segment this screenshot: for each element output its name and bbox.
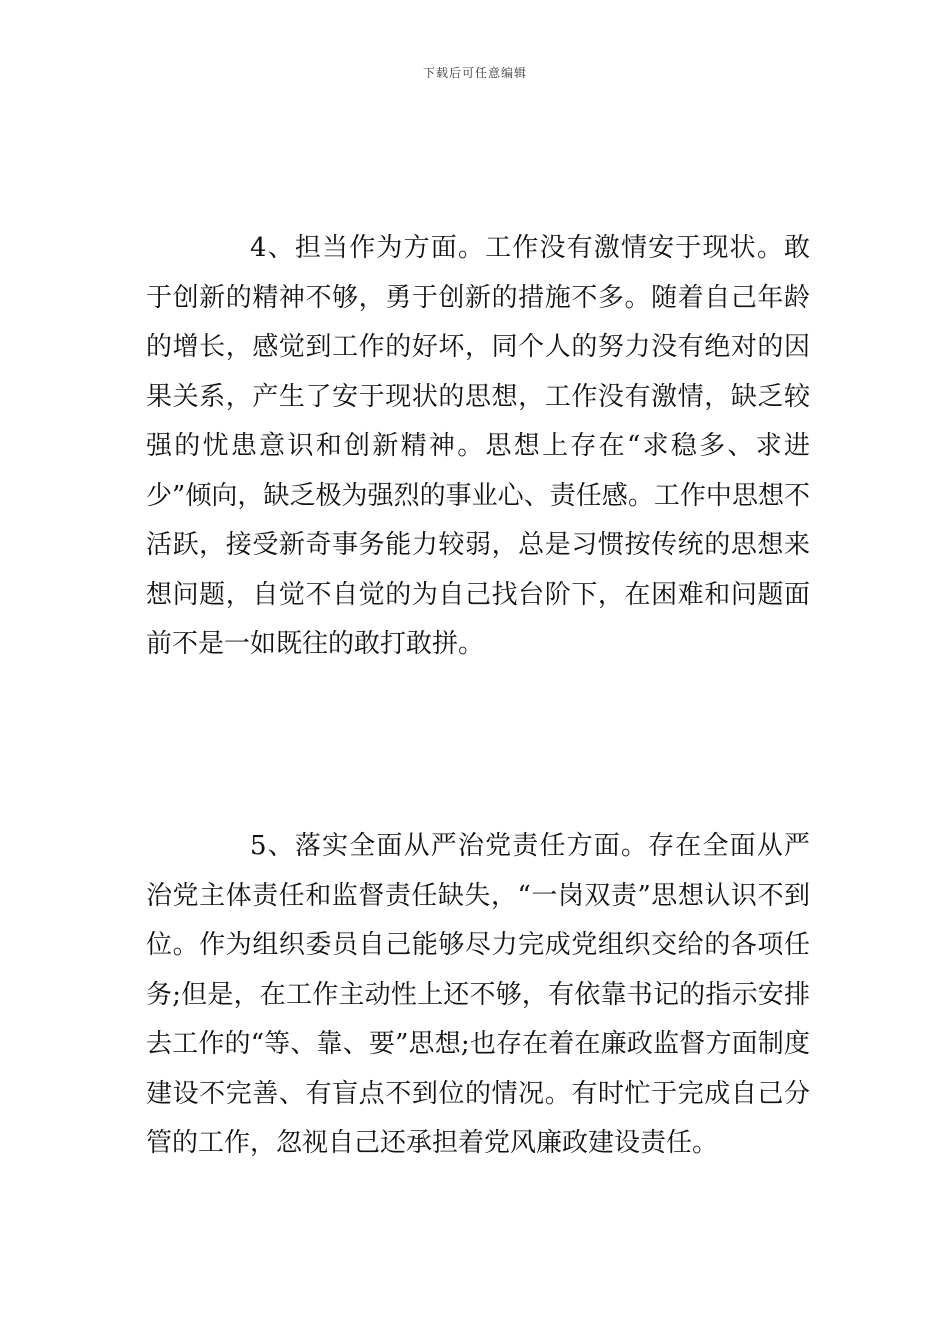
page-header: 下载后可任意编辑 [422, 66, 527, 80]
paragraph-4-responsibility: 4、担当作为方面。工作没有激情安于现状。敢于创新的精神不够，勇于创新的措施不多。随着自己年龄的增长，感觉到工作的好坏，同个人的努力没有绝对的因果关系，产生了安于现状的思想，工作没有激情，缺乏较强的忧患意识和创新精神。思想上存在“求稳多、求进少”倾向，缺乏极为强烈的事业心、责任感。工作中思想不活跃，接受新奇事务能力较弱，总是习惯按传统的思想来想问题，自觉不自觉的为自己找台阶下，在困难和问题面前不是一如既往的敢打敢拼。 [146, 233, 810, 659]
paragraph-5-party-governance: 5、落实全面从严治党责任方面。存在全面从严治党主体责任和监督责任缺失，“一岗双责”思想认识不到位。作为组织委员自己能够尽力完成党组织交给的各项任务;但是，在工作主动性上还不够，有依靠书记的指示安排去工作的“等、靠、要”思想;也存在着在廉政监督方面制度建设不完善、有盲点不到位的情况。有时忙于完成自己分管的工作，忽视自己还承担着党风廉政建设责任。 [146, 831, 810, 1158]
